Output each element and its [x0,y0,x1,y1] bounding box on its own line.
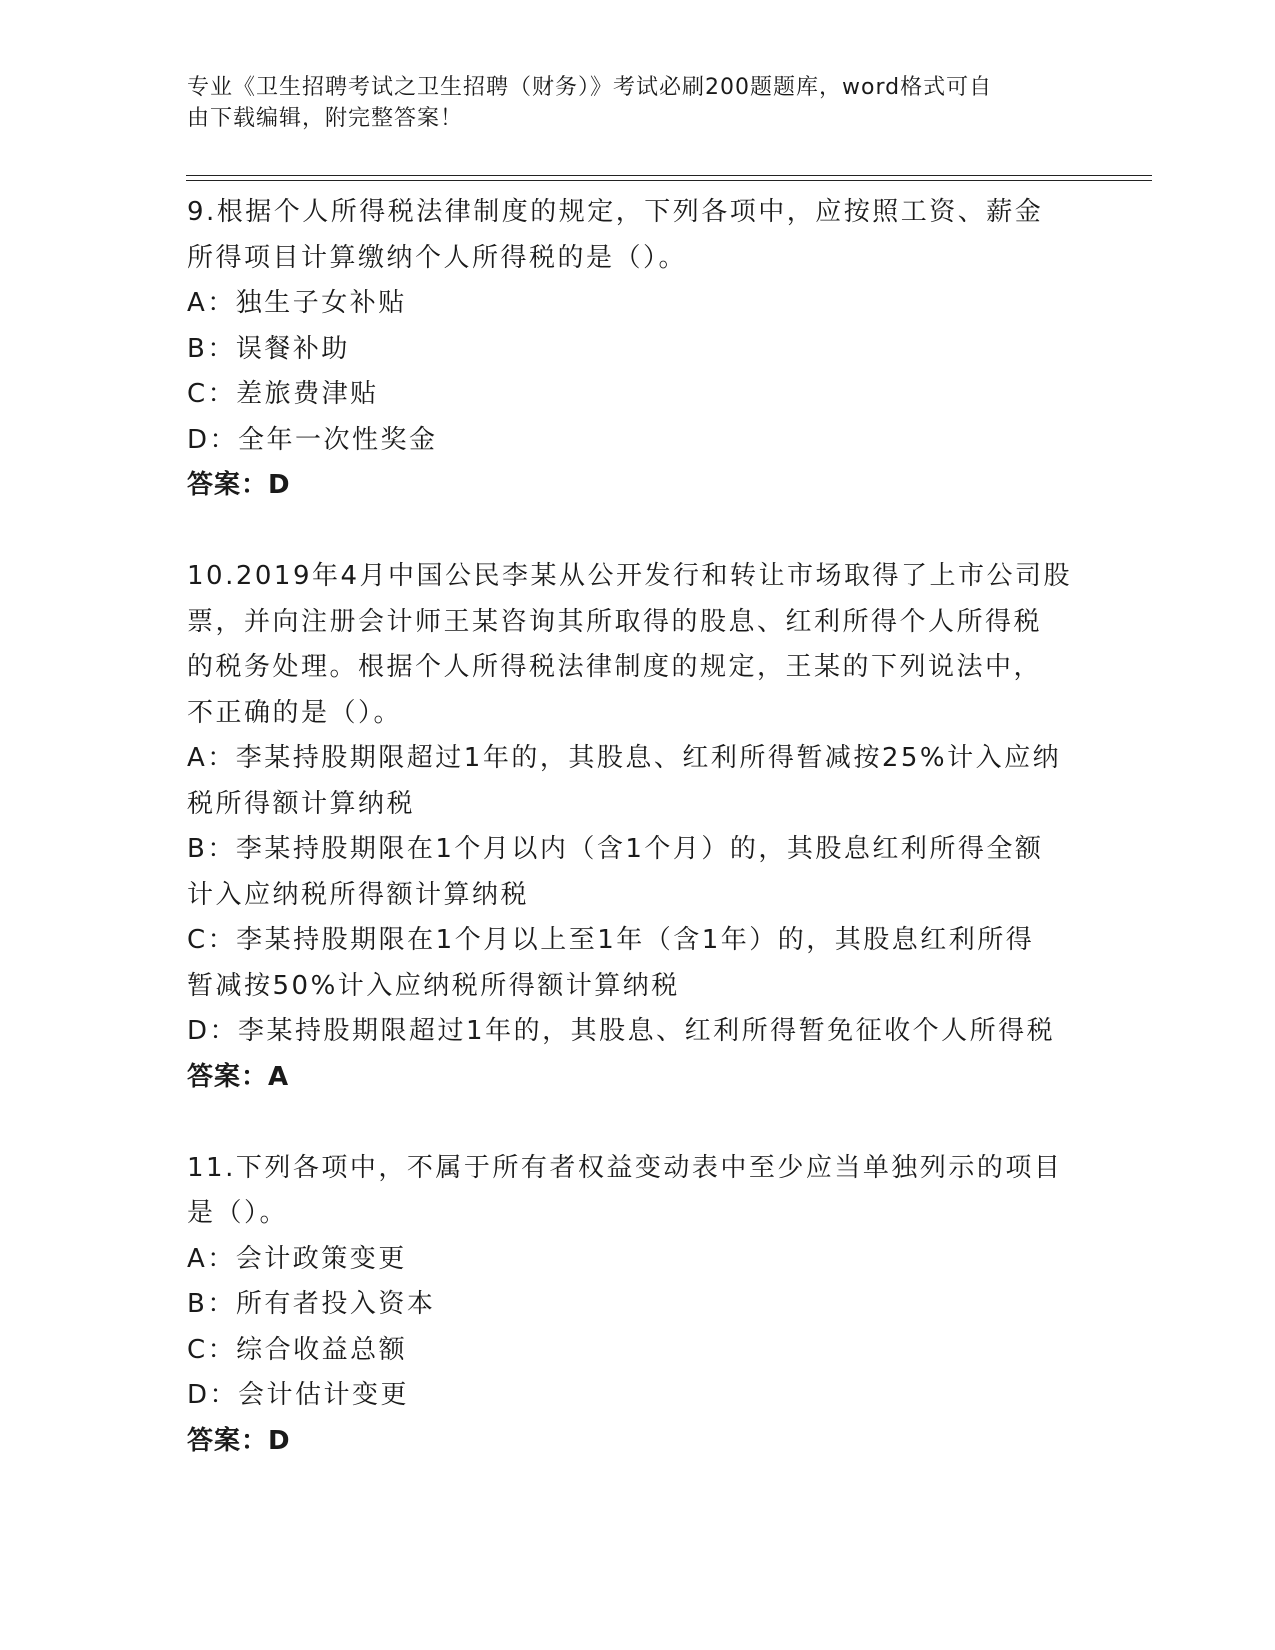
question-text: 所得项目计算缴纳个人所得税的是（）。 [187,242,688,273]
option-b: B：李某持股期限在1个月以内（含1个月）的，其股息红利所得全额 [187,834,1044,864]
option-a: A：独生子女补贴 [187,288,407,318]
header-divider-bottom [186,180,1152,181]
option-a: A：会计政策变更 [187,1243,407,1274]
spacer [187,1100,1087,1146]
option-a: A：李某持股期限超过1年的，其股息、红利所得暂减按25%计入应纳 [187,743,1062,773]
answer-line: 答案：A [187,1061,290,1092]
option-d: D：会计估计变更 [187,1380,410,1410]
question-9 [187,190,1087,509]
option-d: D：李某持股期限超过1年的，其股息、红利所得暂免征收个人所得税 [187,1016,1056,1046]
question-text: 不正确的是（）。 [187,697,403,728]
question-text: 票，并向注册会计师王某咨询其所取得的股息、红利所得个人所得税 [187,606,1043,637]
question-text: 的税务处理。根据个人所得税法律制度的规定，王某的下列说法中， [187,652,1043,682]
option-b: B：所有者投入资本 [187,1289,436,1319]
answer-line: 答案：D [187,1425,291,1456]
option-c: C：李某持股期限在1个月以上至1年（含1年）的，其股息红利所得 [187,925,1035,955]
question-text: 10.2019年4月中国公民李某从公开发行和转让市场取得了上市公司股 [187,561,1073,591]
option-b-continued: 计入应纳税所得额计算纳税 [187,879,530,910]
option-b: B：误餐补助 [187,333,350,364]
question-11 [187,1146,1087,1465]
question-text: 11.下列各项中，不属于所有者权益变动表中至少应当单独列示的项目 [187,1152,1063,1183]
option-c-continued: 暂减按50%计入应纳税所得额计算纳税 [187,970,680,1001]
question-10 [187,554,1087,1100]
question-text: 是（）。 [187,1198,289,1228]
answer-line: 答案：D [187,470,291,500]
option-c: C：综合收益总额 [187,1334,408,1365]
header-line: 由下载编辑，附完整答案！ [187,106,464,131]
header-line: 专业《卫生招聘考试之卫生招聘（财务）》考试必刷200题题库，word格式可自 [187,75,993,100]
option-a-continued: 税所得额计算纳税 [187,788,416,819]
question-text: 9.根据个人所得税法律制度的规定，下列各项中，应按照工资、薪金 [187,197,1044,227]
spacer [187,509,1087,555]
header-divider-top [186,175,1152,176]
option-c: C：差旅费津贴 [187,379,379,409]
option-d: D：全年一次性奖金 [187,424,438,455]
document-header [187,72,1077,134]
question-list [187,190,1087,1464]
